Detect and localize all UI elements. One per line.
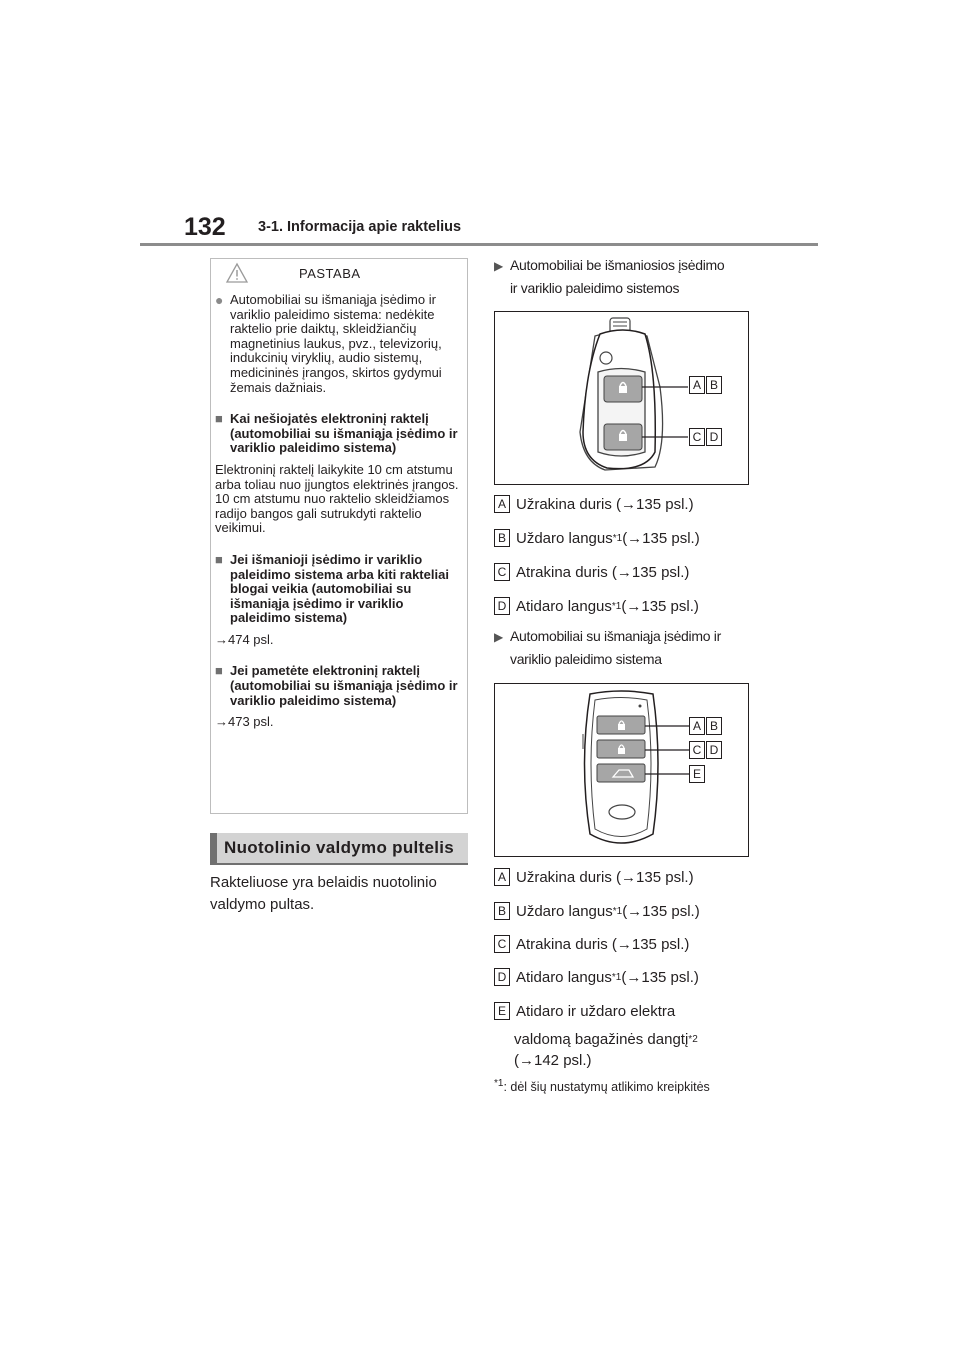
callout-label: D — [706, 741, 722, 759]
callout-label: C — [689, 428, 705, 446]
notice-text-1: Elektroninį raktelį laikykite 10 cm atstumu arba toliau nuo įjungtos elektrinės įrangos. 10 cm atstumu nuo raktelio skleidžiamos radijo bangos gali sutrukdyti raktelio veikimui. — [215, 461, 459, 536]
item-text: Atrakina duris (→135 psl.) — [516, 935, 690, 953]
footnote-marker: *1 — [494, 1078, 504, 1089]
item-label: C — [494, 563, 510, 581]
item-page-ref: (→142 psl.) — [514, 1051, 592, 1069]
callout-label: B — [706, 717, 722, 735]
item-page-ref: (→135 psl.) — [621, 597, 699, 615]
callout-label: C — [689, 741, 705, 759]
subheading-2-line2: variklio paleidimo sistema — [510, 651, 662, 667]
footnote-ref: *1 — [611, 600, 622, 612]
triangle-bullet-icon: ▶ — [494, 630, 504, 644]
notice-section-heading — [215, 664, 461, 708]
item-label: C — [494, 935, 510, 953]
notice-intro-text: Automobiliai su išmaniąja įsėdimo ir variklio paleidimo sistema: nedėkite raktelio prie daiktų, skleidžiančių magnetinius laukus, pvz., televizorių, indukcinių viryklių, audio sistemų, medicininės įrangos, skirtos gydymui žemais dažniais. — [230, 292, 442, 395]
notice-section-heading — [215, 553, 461, 626]
footnote-ref: *1 — [612, 905, 623, 917]
callout-cd — [689, 741, 728, 759]
item-text: Užrakina duris (→135 psl.) — [516, 495, 694, 513]
square-bullet-icon: ■ — [215, 411, 223, 427]
item-text: Atidaro langus — [516, 968, 612, 986]
page-number: 132 — [184, 213, 226, 241]
list-item — [494, 934, 689, 954]
item-text: Atidaro langus — [516, 597, 612, 615]
list-item — [494, 494, 694, 514]
subheading-2-line1: Automobiliai su išmaniąja įsėdimo ir — [510, 628, 721, 644]
callout-cd — [689, 428, 728, 446]
callout-label: B — [706, 376, 722, 394]
item-label: A — [494, 868, 510, 886]
item-text: Uždaro langus — [516, 529, 613, 547]
item-text: Užrakina duris (→135 psl.) — [516, 868, 694, 886]
item-text: Atidaro ir uždaro elektra — [516, 1002, 676, 1020]
triangle-bullet-icon: ▶ — [494, 259, 504, 273]
notice-heading-3: Jei pametėte elektroninį raktelį (automobiliai su išmaniąja įsėdimo ir variklio paleidimo sistema) — [230, 663, 458, 708]
item-label: D — [494, 597, 510, 615]
intro-paragraph: Rakteliuose yra belaidis nuotolinio valdymo pultas. — [210, 874, 437, 913]
notice-intro-item — [215, 293, 461, 395]
notice-title: PASTABA — [299, 266, 361, 281]
heading-divider — [210, 863, 468, 865]
list-item — [494, 867, 694, 887]
item-label: D — [494, 968, 510, 986]
item-label: B — [494, 529, 510, 547]
item-text: Atrakina duris (→135 psl.) — [516, 563, 690, 581]
item-text: valdomą bagažinės dangtį — [514, 1030, 689, 1048]
notice-header — [211, 259, 467, 289]
key-figure-2 — [494, 683, 749, 857]
footnote-ref: *1 — [611, 971, 622, 983]
callout-label: D — [706, 428, 722, 446]
item-text: Uždaro langus — [516, 902, 613, 920]
callout-e — [689, 765, 711, 783]
item-label: A — [494, 495, 510, 513]
warning-icon — [225, 262, 249, 284]
list-item — [494, 562, 689, 582]
notice-body — [215, 293, 461, 730]
notice-heading-1: Kai nešiojatės elektroninį raktelį (automobiliai su išmaniąja įsėdimo ir variklio paleidimo sistema) — [230, 411, 458, 456]
bullet-icon: ● — [215, 292, 224, 308]
footnote — [494, 1078, 710, 1094]
list-item — [494, 596, 699, 616]
list-item — [494, 528, 700, 548]
header-divider — [140, 243, 818, 246]
item-label: B — [494, 902, 510, 920]
section-title: 3-1. Informacija apie raktelius — [258, 219, 462, 235]
section-heading-text: Nuotolinio valdymo pultelis — [224, 838, 455, 857]
callout-ab — [689, 376, 728, 394]
list-item-e — [494, 1001, 675, 1021]
item-page-ref: (→135 psl.) — [622, 529, 700, 547]
folding-key-illustration — [495, 312, 748, 484]
footnote-ref: *1 — [612, 532, 623, 544]
square-bullet-icon: ■ — [215, 551, 223, 567]
subheading-1-line2: ir variklio paleidimo sistemos — [510, 280, 680, 296]
notice-text-2: →474 psl. — [215, 631, 274, 647]
notice-heading-2: Jei išmanioji įsėdimo ir variklio paleidimo sistema arba kiti rakteliai blogai veikia (automobiliai su išmaniąja įsėdimo ir variklio paleidimo sistema) — [230, 551, 449, 626]
list-item — [494, 901, 700, 921]
item-page-ref: (→135 psl.) — [622, 902, 700, 920]
notice-text-3: →473 psl. — [215, 714, 274, 730]
list-item — [494, 967, 699, 987]
notice-box — [210, 258, 468, 814]
key-figure-1 — [494, 311, 749, 485]
list-item-e-line3 — [514, 1050, 592, 1070]
notice-section-heading — [215, 412, 461, 456]
callout-label: A — [689, 717, 705, 735]
list-item-e-line2 — [514, 1029, 698, 1049]
item-page-ref: (→135 psl.) — [621, 968, 699, 986]
section-heading — [210, 833, 468, 863]
callout-ab — [689, 717, 728, 735]
subheading-1-line1: Automobiliai be išmaniosios įsėdimo — [510, 257, 725, 273]
callout-label: A — [689, 376, 705, 394]
footnote-text: : dėl šių nustatymų atlikimo kreipkitės — [503, 1080, 710, 1095]
callout-label: E — [689, 765, 705, 783]
footnote-ref: *2 — [688, 1033, 698, 1045]
item-label: E — [494, 1002, 510, 1020]
square-bullet-icon: ■ — [215, 663, 223, 679]
